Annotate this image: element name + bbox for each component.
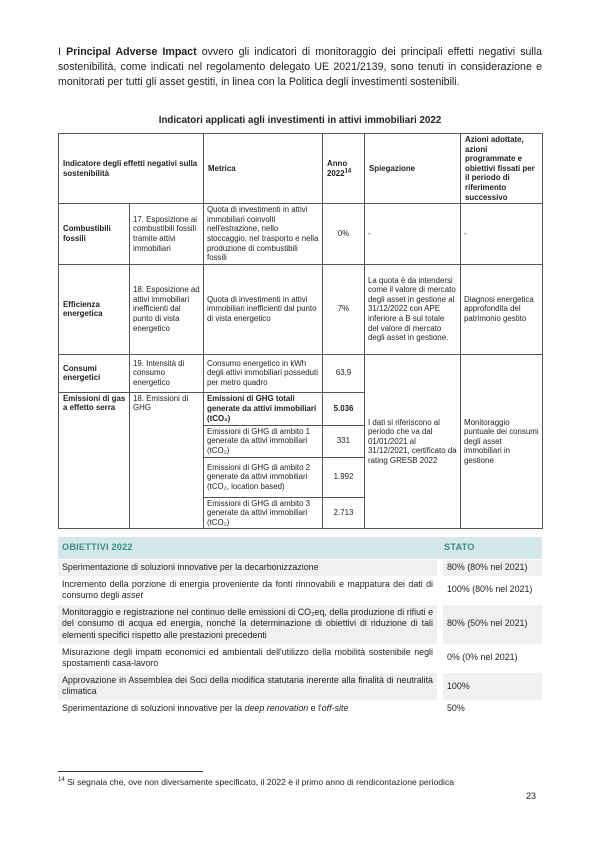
pai-table	[58, 133, 543, 529]
sub-indicator-cell: 17. Esposizione ai combustibili fossili tramite attivi immobiliari	[130, 204, 204, 265]
action-cell: -	[461, 204, 543, 265]
value-cell: 1.992	[323, 457, 365, 497]
objective-status: 100%	[440, 672, 542, 700]
footnote-divider	[58, 771, 203, 772]
sub-indicator-cell: 18. Emissioni di GHG	[130, 392, 204, 529]
objective-row	[58, 672, 542, 700]
objective-status: 50%	[440, 700, 542, 717]
header-explanation: Spiegazione	[365, 134, 461, 204]
header-year: Anno 2022$^{14}$	[323, 134, 365, 204]
pai-row-consumption	[59, 354, 543, 392]
objective-text: Sperimentazione di soluzioni innovative per la decarbonizzazione	[58, 560, 440, 577]
explanation-cell: La quota è da intendersi come il valore di mercato degli asset in gestione al 31/12/2022 con APE inferiore a B sul totale del valore di mercato degli asset in gestione.	[365, 264, 461, 354]
objective-text: Approvazione in Assemblea dei Soci della modifica statutaria inerente alla finalità di neutralità climatica	[58, 672, 440, 700]
intro-lead: I	[58, 46, 67, 58]
metric-cell: Emissioni di GHG totali generate da attivi immobiliari (tCO₂)	[204, 392, 323, 425]
header-metric: Metrica	[204, 134, 323, 204]
intro-paragraph	[58, 45, 542, 91]
objective-row	[58, 560, 542, 577]
metric-cell: Quota di investimenti in attivi immobiliari inefficienti dal punto di vista energetico	[204, 264, 323, 354]
value-cell: 63,9	[323, 354, 365, 392]
objectives-header: OBIETTIVI 2022	[58, 537, 440, 560]
pai-table-title: Indicatori applicati agli investimenti in attivi immobiliari 2022	[158, 115, 442, 126]
value-cell: 0%	[323, 204, 365, 265]
footnote-number: 14	[58, 777, 65, 784]
status-header: STATO	[440, 537, 542, 560]
value-cell: 7%	[323, 264, 365, 354]
footnote	[58, 777, 454, 787]
objective-row	[58, 644, 542, 672]
metric-cell: Quota di investimenti in attivi immobiliari coinvolti nell'estrazione, nello stoccaggio, nel trasporto e nella produzione di combustibili fossili	[204, 204, 323, 265]
objectives-table	[58, 537, 542, 718]
objective-row	[58, 576, 542, 604]
pai-row-fossil	[59, 204, 543, 265]
intro-text: ovvero gli indicatori di monitoraggio dei principali effetti negativi sulla sostenibilità, come indicati nel regolamento delegato UE 2021/2139, sono tenuti in considerazione e monitorati per tutti gli asset gestiti, in linea con la Politica degli investimenti sostenibili.	[58, 46, 542, 89]
objective-status: 80% (50% nel 2021)	[440, 604, 542, 644]
shared-action-cell: Monitoraggio puntuale dei consumi degli asset immobiliari in gestione	[461, 354, 543, 529]
objective-italic: deep renovation	[244, 702, 309, 713]
pai-row-efficiency	[59, 264, 543, 354]
objective-italic: asset	[121, 590, 143, 601]
sub-indicator-cell: 19. Intensità di consumo energetico	[130, 354, 204, 392]
metric-cell: Consumo energetico in kWh degli attivi immobiliari posseduti per metro quadro	[204, 354, 323, 392]
action-cell: Diagnosi energetica approfondita del patrimonio gestito	[461, 264, 543, 354]
intro-bold-term: Principal Adverse Impact	[66, 46, 197, 58]
objective-italic: off-site	[321, 702, 349, 713]
header-indicator: Indicatore degli effetti negativi sulla sostenibilità	[59, 134, 204, 204]
indicator-cell: Consumi energetici	[59, 354, 130, 392]
objective-text: Incremento della porzione di energia proveniente da fonti rinnovabili e mappatura dei dati di consumo degli asset	[58, 576, 440, 604]
value-cell: 2.713	[323, 497, 365, 529]
shared-explanation-cell: I dati si riferiscono al periodo che va dal 01/01/2021 al 31/12/2021, certificato da rating GRESB 2022	[365, 354, 461, 529]
page-number: 23	[526, 791, 537, 801]
value-cell: 331	[323, 425, 365, 457]
objective-text: Misurazione degli impatti economici ed ambientali dell'utilizzo della mobilità sostenibile negli spostamenti casa-lavoro	[58, 644, 440, 672]
indicator-cell: Emissioni di gas a effetto serra	[59, 392, 130, 529]
objective-text: Sperimentazione di soluzioni innovative per la deep renovation e l'off-site	[58, 700, 440, 717]
metric-cell: Emissioni di GHG di ambito 2 generate da attivi immobiliari (tCO₂, location based)	[204, 457, 323, 497]
metric-cell: Emissioni di GHG di ambito 1 generate da attivi immobiliari (tCO₂)	[204, 425, 323, 457]
objective-row	[58, 700, 542, 717]
footnote-text: Si segnala che, ove non diversamente specificato, il 2022 è il primo anno di rendicontazione periodica	[64, 777, 455, 787]
indicator-cell: Efficienza energetica	[59, 264, 130, 354]
objective-status: 100% (80% nel 2021)	[440, 576, 542, 604]
objective-text: Monitoraggio e registrazione nel continuo delle emissioni di CO₂eq, della produzione di rifiuti e del consumo di acqua ed energia, nonché la determinazione di obiettivi di riduzione di tali elementi specifici rispetto alle prestazioni precedenti	[58, 604, 440, 644]
header-actions: Azioni adottate, azioni programmate e obiettivi fissati per il periodo di riferimento successivo	[461, 134, 543, 204]
value-cell: 5.036	[323, 392, 365, 425]
objective-row	[58, 604, 542, 644]
objective-status: 0% (0% nel 2021)	[440, 644, 542, 672]
objective-status: 80% (80% nel 2021)	[440, 560, 542, 577]
pai-header-row	[59, 134, 543, 204]
metric-cell: Emissioni di GHG di ambito 3 generate da attivi immobiliari (tCO₂)	[204, 497, 323, 529]
indicator-cell: Combustibili fossili	[59, 204, 130, 265]
explanation-cell: -	[365, 204, 461, 265]
sub-indicator-cell: 18. Esposizione ad attivi immobiliari inefficienti dal punto di vista energetico	[130, 264, 204, 354]
objectives-header-row	[58, 537, 542, 560]
footnote-ref: 14	[344, 167, 352, 174]
